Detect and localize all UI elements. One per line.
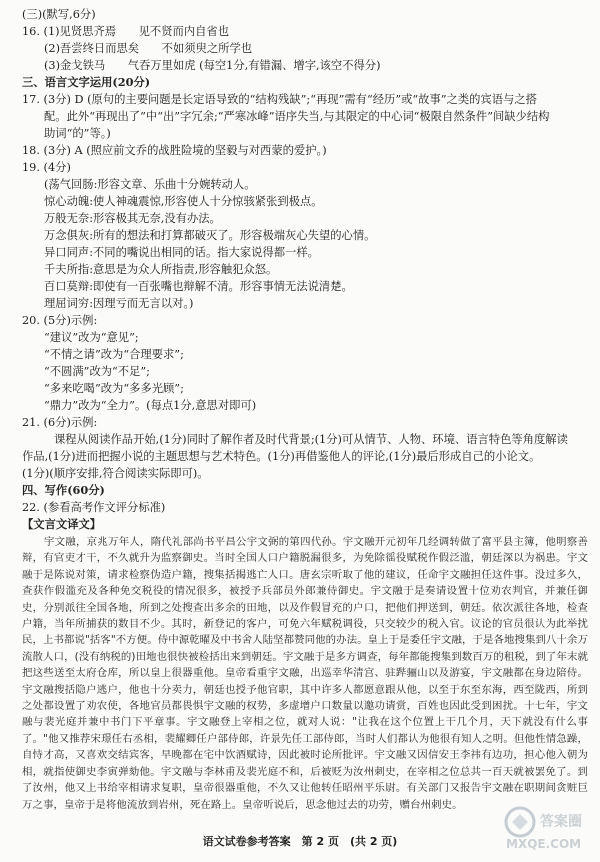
- answer-line: “不圆满”改为“不足”;: [44, 365, 150, 378]
- answer-line: 百口莫辩:即使有一百张嘴也辩解不清。形容事情无法说清楚。: [44, 280, 353, 293]
- answer-line: (1分)(顺序安排,符合阅读实际即可)。: [22, 467, 209, 480]
- answer-line: “多来吃喝”改为“多多光顾”;: [44, 382, 184, 395]
- answer-line: 惊心动魄:使人神魂震惊,形容使人十分惊骇紧张到极点。: [44, 195, 323, 208]
- answer-line: 三、语言文字运用(20分): [22, 75, 151, 89]
- answer-line: 理屈词穷:因理亏而无言以对。): [44, 297, 194, 310]
- answer-line: 【文言文译文】: [22, 517, 102, 531]
- answer-line: 19. (4分): [22, 161, 71, 174]
- answer-line: (荡气回肠:形容文章、乐曲十分婉转动人。: [44, 178, 256, 191]
- answer-line: “建议”改为“意见”;: [44, 331, 139, 344]
- answer-line: 21. (6分)示例:: [22, 416, 98, 429]
- answer-line: 配。此外“再现出了”中“出”字冗余;“严寒冰峰”语序失当,与其限定的中心词“极限自然条件”间缺少结构: [44, 110, 550, 123]
- answer-line: 万念俱灰:所有的想法和打算都破灭了。形容极端灰心失望的心情。: [44, 229, 376, 242]
- watermark-text: MXQE.COM: [506, 837, 582, 851]
- answer-line: 助词“的”等。): [44, 127, 111, 140]
- answer-line: 18. (3分) A (照应前文乔的战胜险境的坚毅与对西蒙的爱护。): [22, 144, 327, 157]
- answer-line: 17. (3分) D (原句的主要问题是长定语导致的“结构残缺”;“再现”需有“经历”或“故事”之类的宾语与之搭: [22, 93, 537, 106]
- answer-line: “鼎力”改为“全力”。(每点1分,意思对即可): [44, 399, 257, 412]
- answer-line: 千夫所指:意思是为众人所指责,形容触犯众怒。: [44, 263, 278, 276]
- answer-line: 作品,(1分)进而把握小说的主题思想与艺术特色。(1分)再借鉴他人的评论,(1分)最后形成自己的小论文。: [22, 450, 541, 463]
- classical-chinese-translation: 宇文融，京兆万年人，隋代礼部尚书平昌公宇文弼的第四代孙。宇文融开元初年几经调转做了富平县主簿，他明察善辩，有官吏才干，不久就升为监察御史。当时全国人口户籍脱漏很多，为免除徭役赋税作假泛滥，朝廷深以为祸患。宇文融于是陈说对策，请求检察伪造户籍，搜集括揭逃亡人口。唐玄宗听取了他的建议，任命宇文融担任这件事。没过多久，查获作假滥充及各种免交税役的情况很多，被授予兵部员外郎兼侍御史。宇文融于是奏请设置十位劝农判官，并兼任御史，分别派往全国各地，所到之处搜查出多余的田地，以及作假冒充的户口，把他们押送到，朝廷。依次派往各地，检查户籍，当年所捕获的数目不少。其时，新登记的客户，可免六年赋税调役，只交较少的税入官。议论的官员很认为此举扰民，上书都说"括客"不方便。侍中源乾曜及中书舍人陆坚都赞同他的办法。皇上于是委任宇文融，于是各地搜集到八十余万流散人口，(没有纳税的)田地也很快被检括出来到朝廷。宇文融于是多方调查，每年都能搜集到数百万的租税，到了年末就把这些送至太府仓库，所以皇上很器重他。皇帝看重宇文融，出巡幸华清宫、驻跸骊山以及游宴，宇文融都在身边陪侍。宇文融搜括隐户逃户，他也十分卖力，朝廷也授予他官职，其中许多人都愿意跟从他，以至于东至东海，西至陇西，所到之处都设置了劝农使，各地官员都畏惧宇文融的权势，多虚增户口数量以邀功请赏，百姓也因此受到困扰。十七年，宇文融与裴光庭并兼中书门下平章事。宇文融登上宰相之位，就对人说："让我在这个位置上干几个月，天下就没有什么事了。"他又推荐宋璟任右丞相，裴耀卿任户部侍郎，许景先任工部侍郎，当时人们都认为他很有知人之明。但他性情急躁，自恃才高，又喜欢交结宾客，早晚都在宅中饮酒赋诗，因此被时论所批评。宇文融又因信安王李祎有边功，担心他入朝为相，就指使御史李寅弹劾他。宇文融与李林甫及裴光庭不和，后被贬为汝州刺史，在宰相之位总共一百天就被罢免了。到了汝州，他又上书给宰相请求复职，皇帝很器重他，不久又让他转任昭州平乐尉。有关部门又报告宇文融在职期间贪赃巨万之事，皇帝于是将他流放到岩州，死在路上。皇帝听说后，思念他过去的功劳，赠台州刺史。: [22, 536, 588, 811]
- answer-line: 万般无奈:形容极其无奈,没有办法。: [44, 212, 221, 225]
- site-watermark-logo: [502, 802, 594, 852]
- page-footer: 语文试卷参考答案 第 2 页 (共 2 页): [202, 835, 398, 848]
- watermark-sub: 答案圈: [540, 814, 582, 830]
- answer-content: [22, 6, 588, 862]
- answer-line: (2)吾尝终日而思矣 不如须臾之所学也: [44, 42, 253, 55]
- answer-line: (3)金戈铁马 气吞万里如虎 (每空1分,有错漏、增字,该空不得分): [44, 59, 381, 72]
- answer-line: 16. (1)见贤思齐焉 见不贤而内自省也: [22, 25, 230, 38]
- answer-line: 20. (5分)示例:: [22, 314, 98, 327]
- answer-line: “不情之请”改为“合理要求”;: [44, 348, 184, 361]
- answer-line: 异口同声:不同的嘴说出相同的话。指大家说得都一样。: [44, 246, 319, 259]
- answer-line: (三)(默写,6分): [22, 8, 96, 21]
- answer-line: 四、写作(60分): [22, 483, 105, 497]
- answer-line: 22. (参看高考作文评分标准): [22, 501, 166, 514]
- answer-line: 课程从阅读作品开始,(1分)同时了解作者及时代背景;(1分)可从情节、人物、环境、语言特色等角度解读: [54, 433, 568, 446]
